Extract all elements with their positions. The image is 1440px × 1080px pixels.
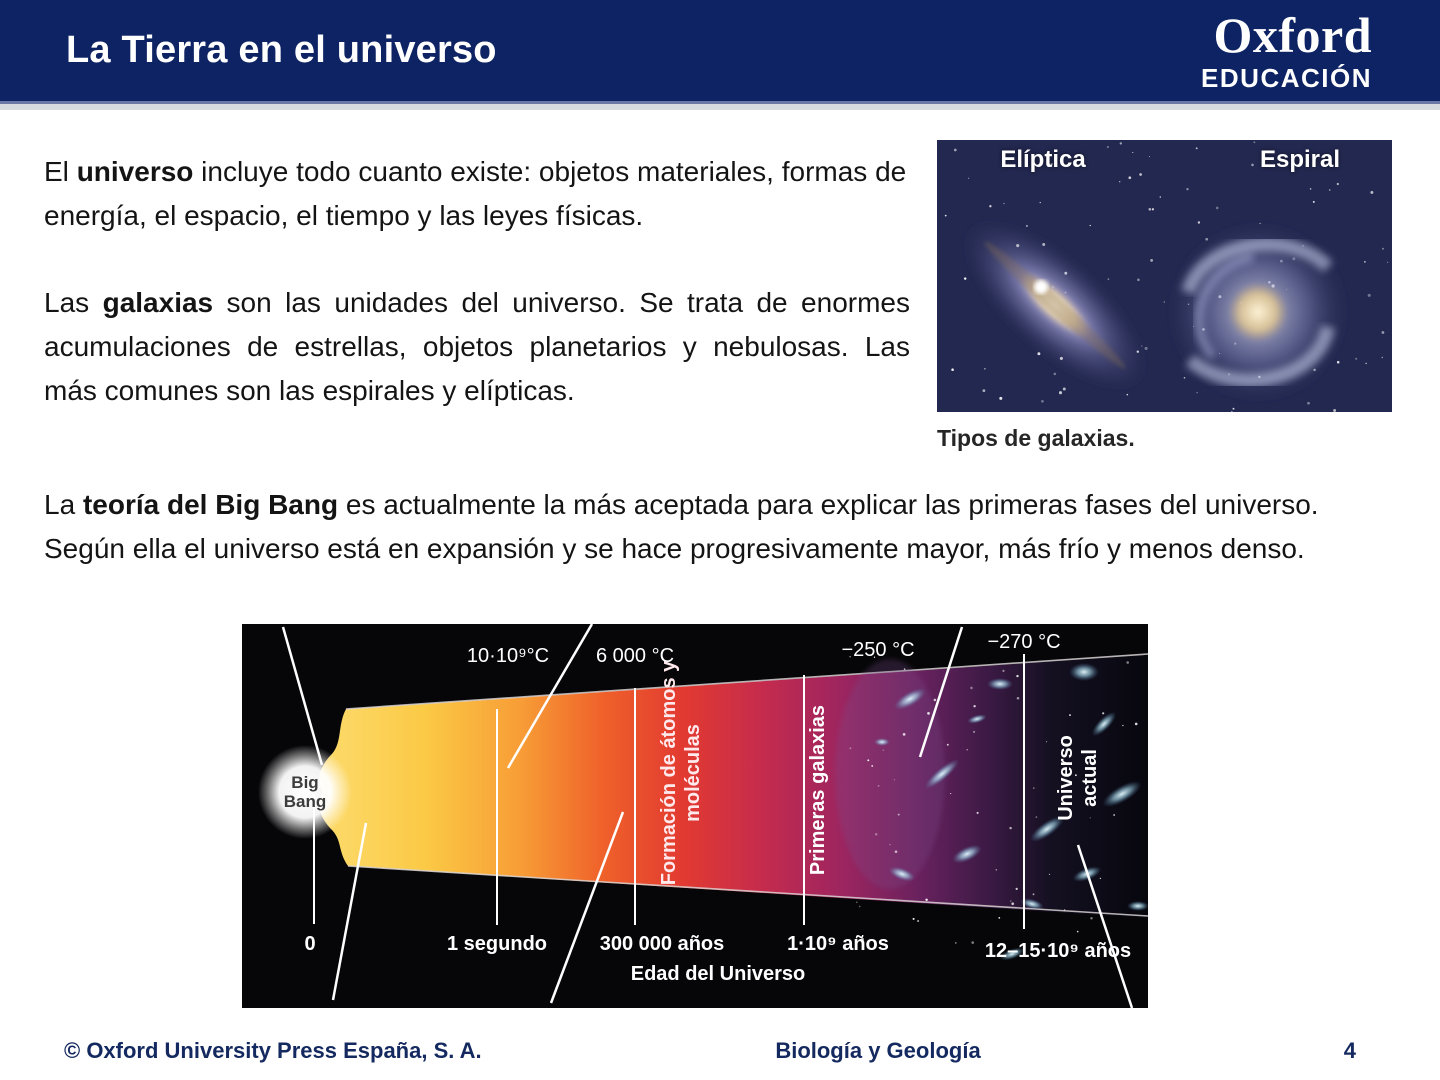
galaxy-types-figure: [937, 140, 1392, 452]
p3-lead: La: [44, 489, 83, 520]
stage-label-first-galaxies: Primeras galaxias: [807, 704, 829, 876]
oxford-logo-wordmark: Oxford: [1213, 7, 1372, 63]
footer-page-number: 4: [1343, 1038, 1356, 1063]
galaxy-types-art: [937, 140, 1392, 412]
galaxy-types-image: [937, 140, 1392, 412]
temp-label-10e9: 10·10⁹°C: [466, 645, 550, 667]
p2-rest: son las unidades del universo. Se trata de enormes acumulaciones de estrellas, objetos planetarios y nebulosas. Las más comunes son las espirales y elípticas.: [44, 287, 910, 406]
oxford-logo: [1201, 7, 1372, 93]
p2-bold-term: galaxias: [102, 287, 214, 318]
time-label-1-second: 1 segundo: [446, 933, 548, 955]
time-label-300000-years: 300 000 años: [599, 933, 725, 955]
elliptical-galaxy-label: Elíptica: [1000, 146, 1086, 173]
p2-lead: Las: [44, 287, 103, 318]
p1-rest: incluye todo cuanto existe: objetos materiales, formas de energía, el espacio, el tiempo y las leyes físicas.: [44, 156, 907, 231]
temp-label-6000: 6 000 °C: [595, 645, 675, 667]
age-axis-label: Edad del Universo: [630, 963, 806, 985]
paragraph-big-bang: [44, 483, 1336, 571]
time-label-0: 0: [304, 933, 316, 955]
footer-copyright: © Oxford University Press España, S. A.: [64, 1038, 482, 1063]
temp-label-minus250: −250 °C: [841, 639, 915, 661]
paragraph-universo: [44, 150, 910, 238]
temp-label-minus270: −270 °C: [987, 631, 1061, 653]
spiral-galaxy-label: Espiral: [1259, 146, 1341, 173]
big-bang-diagram: [242, 624, 1148, 1008]
paragraph-galaxias: [44, 281, 910, 413]
stage-label-atoms-molecules: Formación de átomos y moléculas: [658, 660, 704, 886]
page-title: La Tierra en el universo: [66, 29, 497, 71]
footer-subject: Biología y Geología: [775, 1038, 981, 1063]
time-label-1e9-years: 1·10⁹ años: [787, 933, 889, 955]
p1-lead: El: [44, 156, 77, 187]
stage-label-current-universe: Universo actual: [1055, 735, 1101, 821]
p1-bold-term: universo: [76, 156, 194, 187]
figure-caption: Tipos de galaxias.: [937, 425, 1135, 451]
oxford-logo-subtitle: EDUCACIÓN: [1201, 63, 1372, 93]
big-bang-label: Big Bang: [283, 773, 327, 811]
time-label-12-15e9-years: 12–15·10⁹ años: [984, 940, 1132, 962]
p3-bold-term: teoría del Big Bang: [82, 489, 339, 520]
header-bar: [0, 0, 1440, 104]
p3-rest: es actualmente la más aceptada para explicar las primeras fases del universo. Según ella el universo está en expansión y se hace progresivamente mayor, más frío y menos denso.: [44, 489, 1319, 564]
